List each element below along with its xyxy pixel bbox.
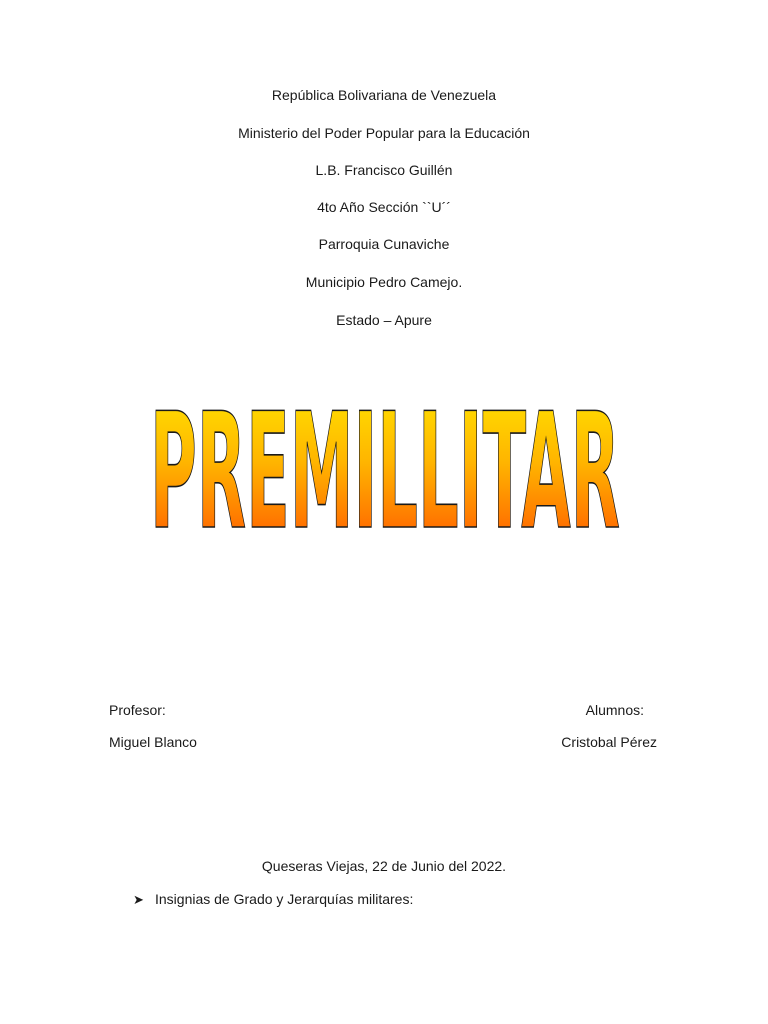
place-date-line: Queseras Viejas, 22 de Junio del 2022.	[261, 858, 507, 874]
header-line-state: Estado – Apure	[336, 312, 432, 328]
students-label: Alumnos:	[585, 702, 644, 718]
wordart-title	[140, 368, 630, 568]
teacher-name: Miguel Blanco	[109, 734, 197, 750]
header-line-municipality: Municipio Pedro Camejo.	[305, 274, 463, 290]
header-line-republic: República Bolivariana de Venezuela	[271, 87, 497, 103]
header-line-parish: Parroquia Cunaviche	[318, 236, 450, 252]
arrowhead-bullet-icon: ➤	[133, 892, 144, 907]
bullet-item	[133, 890, 413, 909]
header-line-ministry: Ministerio del Poder Popular para la Educación	[238, 125, 530, 141]
teacher-label: Profesor:	[109, 702, 166, 718]
student-name: Cristobal Pérez	[561, 734, 657, 750]
header-line-section: 4to Año Sección ``U´´	[317, 199, 451, 215]
wordart-title-text: PREMILLITAR	[150, 379, 620, 566]
header-line-school: L.B. Francisco Guillén	[315, 162, 453, 178]
bullet-item-text: Insignias de Grado y Jerarquías militares:	[155, 891, 414, 907]
